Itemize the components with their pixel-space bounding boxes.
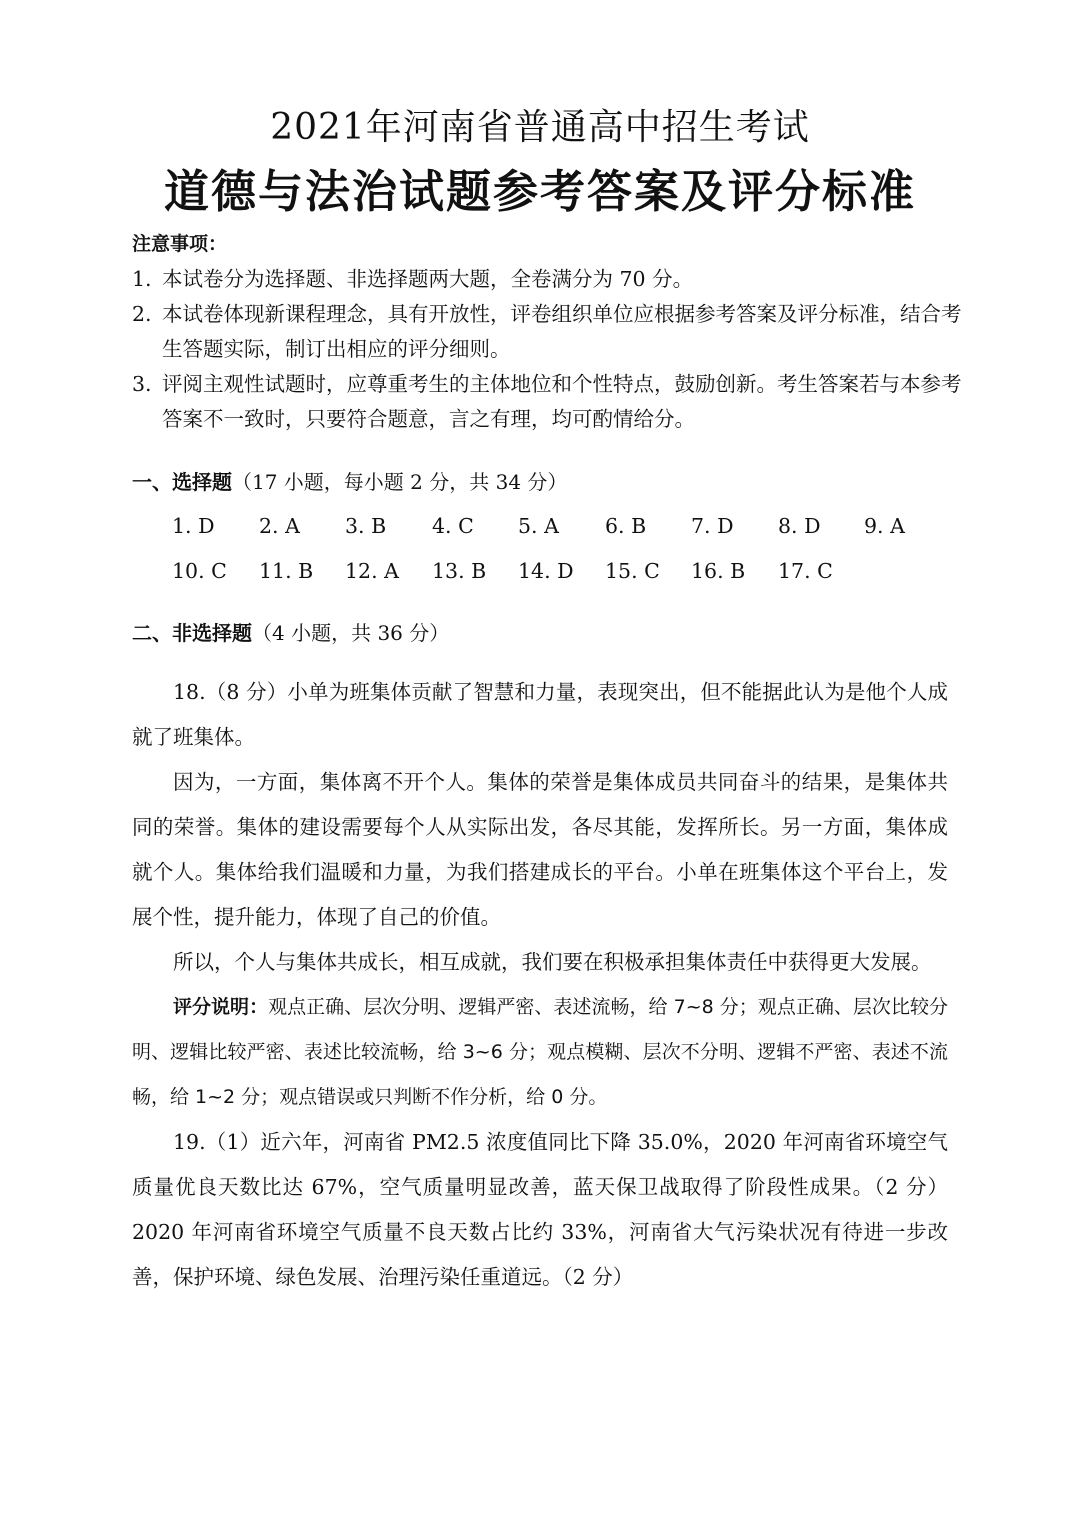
notice-item (132, 367, 962, 437)
q18-answer: 18.（8 分）小单为班集体贡献了智慧和力量，表现突出，但不能据此认为是他个人成就了班集体。 (132, 680, 948, 749)
notice-list (132, 262, 962, 437)
exam-title: 2021年河南省普通高中招生考试 (270, 107, 810, 148)
answer-item: 4. C (432, 514, 474, 538)
choice-answers (172, 559, 972, 589)
answer-item: 7. D (691, 514, 734, 538)
answer-item: 15. C (605, 559, 660, 583)
notice-item (132, 297, 962, 367)
section-label: 一、选择题 (132, 470, 232, 494)
document-title: 道德与法治试题参考答案及评分标准 (163, 165, 916, 218)
answer-item: 10. C (172, 559, 227, 583)
scoring-text: 观点正确、层次分明、逻辑严密、表述流畅，给 7~8 分；观点正确、层次比较分明、逻辑比较严密、表述比较流畅，给 3~6 分；观点模糊、层次不分明、逻辑不严密、表述不流畅，给 1~2 分；观点错误或只判断不作分析，给 0 分。 (132, 996, 948, 1108)
answer-item: 6. B (605, 514, 647, 538)
answer-item: 17. C (778, 559, 833, 583)
notice-item (132, 262, 962, 297)
answer-item: 13. B (432, 559, 487, 583)
section-heading-choice (132, 468, 567, 496)
answer-item: 9. A (864, 514, 905, 538)
scoring-label: 评分说明： (173, 996, 269, 1018)
answer-item: 14. D (518, 559, 574, 583)
section-label: 二、非选择题 (132, 621, 252, 645)
notice-text: 本试卷体现新课程理念，具有开放性，评卷组织单位应根据参考答案及评分标准，结合考生答题实际，制订出相应的评分细则。 (162, 302, 962, 361)
section-info: （4 小题，共 36 分） (252, 621, 450, 645)
notice-number: 3. (132, 372, 152, 396)
answer-item: 2. A (259, 514, 300, 538)
answer-row (172, 514, 972, 544)
answer-item: 11. B (259, 559, 314, 583)
notice-text: 本试卷分为选择题、非选择题两大题，全卷满分为 70 分。 (162, 267, 694, 291)
q18-scoring-note (132, 985, 948, 1120)
question-18 (132, 670, 948, 1300)
notice-number: 2. (132, 302, 152, 326)
answer-row (172, 559, 972, 589)
section-info: （17 小题，每小题 2 分，共 34 分） (232, 470, 568, 494)
q18-conclusion: 所以，个人与集体共成长，相互成就，我们要在积极承担集体责任中获得更大发展。 (173, 950, 932, 974)
section-heading-nonchoice (132, 619, 449, 647)
q19-part1: 19.（1）近六年，河南省 PM2.5 浓度值同比下降 35.0%，2020 年河南省环境空气质量优良天数比达 67%，空气质量明显改善，蓝天保卫战取得了阶段性成果。（2 分）2020 年河南省环境空气质量不良天数占比约 33%，河南省大气污染状况有待进一步改善，保护环境、绿色发展、治理污染任重道远。（2 分） (132, 1130, 948, 1289)
choice-answers (172, 514, 972, 544)
answer-item: 16. B (691, 559, 746, 583)
answer-item: 12. A (345, 559, 399, 583)
notice-number: 1. (132, 267, 152, 291)
answer-item: 5. A (518, 514, 559, 538)
notice-heading: 注意事项： (132, 233, 228, 255)
answer-item: 1. D (172, 514, 215, 538)
q18-reasoning: 因为，一方面，集体离不开个人。集体的荣誉是集体成员共同奋斗的结果，是集体共同的荣誉。集体的建设需要每个人从实际出发，各尽其能，发挥所长。另一方面，集体成就个人。集体给我们温暖和力量，为我们搭建成长的平台。小单在班集体这个平台上，发展个性，提升能力，体现了自己的价值。 (132, 770, 948, 929)
answer-item: 8. D (778, 514, 821, 538)
answer-item: 3. B (345, 514, 387, 538)
notice-text: 评阅主观性试题时，应尊重考生的主体地位和个性特点，鼓励创新。考生答案若与本参考答案不一致时，只要符合题意，言之有理，均可酌情给分。 (162, 372, 962, 431)
